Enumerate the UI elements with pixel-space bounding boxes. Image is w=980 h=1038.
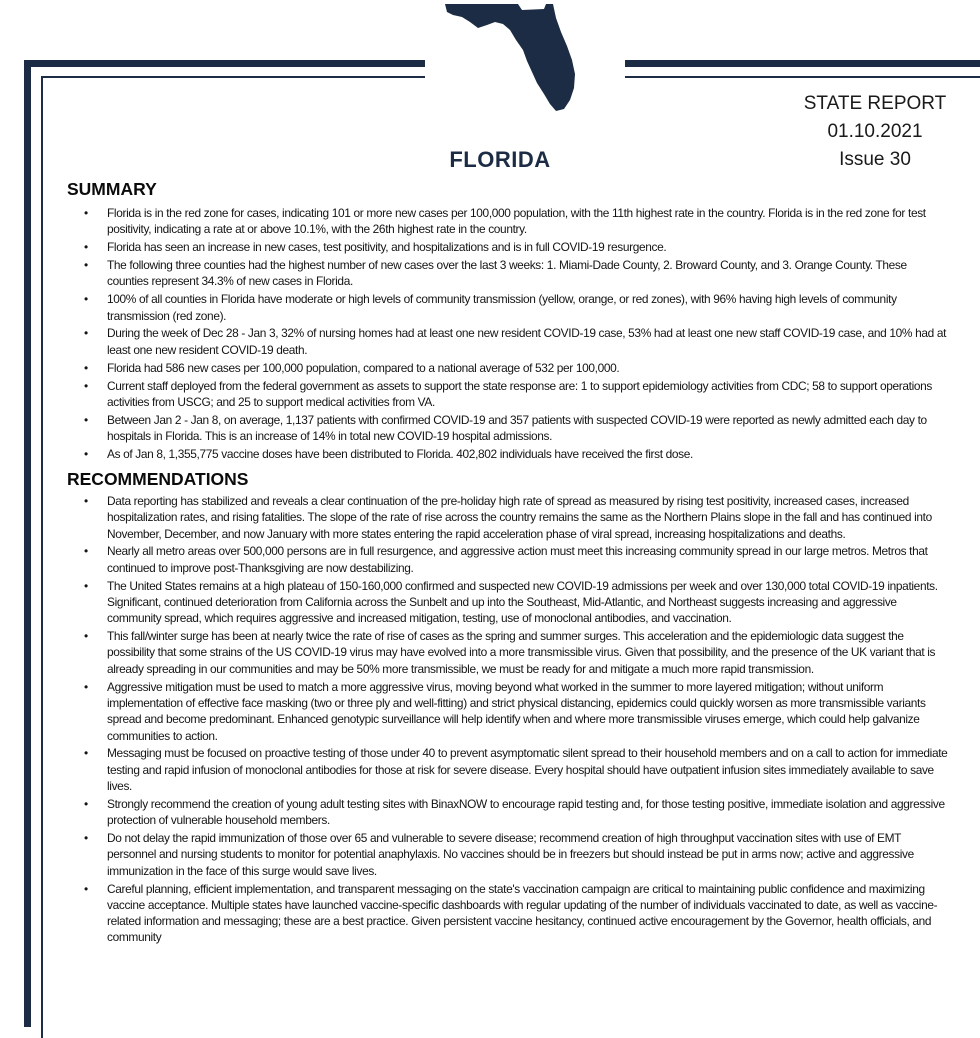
recommendation-item bbox=[80, 543, 948, 576]
recommendation-item-text: Aggressive mitigation must be used to match a more aggressive virus, moving beyond what worked in the summer to more layered mitigation; without uniform implementation of effective face masking (two or three ply and well-fitting) and strict physical distancing, epidemics could quickly worsen as more transmissible variants spread and become predominant. Enhanced genotypic surveillance will help identify when and where more transmissible viruses emerge, which could help galvanize communities to action. bbox=[107, 679, 926, 743]
summary-item-text: As of Jan 8, 1,355,775 vaccine doses have been distributed to Florida. 402,802 individuals have received the first dose. bbox=[107, 446, 693, 461]
summary-list bbox=[80, 205, 948, 464]
recommendation-item bbox=[80, 679, 948, 744]
bullet-icon: • bbox=[84, 378, 88, 393]
recommendations-list bbox=[80, 493, 948, 947]
bullet-icon: • bbox=[84, 360, 88, 375]
summary-item-text: Current staff deployed from the federal government as assets to support the state response are: 1 to support epidemiology activities from CDC; 58 to support operations activities from USCG; and 25 to support medical activities from VA. bbox=[107, 378, 933, 409]
bullet-icon: • bbox=[84, 831, 88, 846]
report-label: STATE REPORT bbox=[803, 93, 947, 114]
report-issue: Issue 30 bbox=[839, 149, 911, 170]
summary-item bbox=[80, 291, 948, 324]
bullet-icon: • bbox=[84, 629, 88, 644]
summary-heading: SUMMARY bbox=[67, 179, 157, 199]
florida-map-icon bbox=[440, 0, 580, 112]
recommendation-item-text: Strongly recommend the creation of young adult testing sites with BinaxNOW to encourage rapid testing and, for those testing positive, immediate isolation and aggressive protection of vulnerable household members. bbox=[107, 796, 945, 828]
bullet-icon: • bbox=[84, 544, 88, 559]
summary-item-text: Florida has seen an increase in new cases, test positivity, and hospitalizations and is in full COVID-19 resurgence. bbox=[107, 240, 667, 255]
summary-item bbox=[80, 360, 948, 376]
recommendations-heading: RECOMMENDATIONS bbox=[67, 469, 249, 489]
bullet-icon: • bbox=[84, 578, 88, 593]
summary-item bbox=[80, 378, 948, 411]
bullet-icon: • bbox=[84, 258, 88, 273]
bullet-icon: • bbox=[84, 679, 88, 694]
summary-item-text: Between Jan 2 - Jan 8, on average, 1,137 patients with confirmed COVID-19 and 357 patients with suspected COVID-19 were reported as newly admitted each day to hospitals in Florida. This is an increase of 14% in total new COVID-19 hospital admissions. bbox=[107, 412, 927, 444]
recommendation-item bbox=[80, 830, 948, 879]
recommendation-item bbox=[80, 493, 948, 542]
bullet-icon: • bbox=[84, 446, 88, 461]
recommendation-item-text: This fall/winter surge has been at nearly twice the rate of rise of cases as the spring and summer surges. This acceleration and the epidemiologic data suggest the possibility that some strains of the US COVID-19 virus may have evolved into a more transmissible virus. Given that possibility, and the presence of the UK variant that is already spreading in our communities and may be 50% more transmissible, we must be ready for and mitigate a much more rapid transmission. bbox=[107, 629, 936, 676]
recommendation-item bbox=[80, 628, 948, 677]
summary-item bbox=[80, 412, 948, 445]
bullet-icon: • bbox=[84, 494, 88, 508]
recommendation-item-text: The United States remains at a high plateau of 150-160,000 confirmed and suspected new COVID-19 admissions per week and over 130,000 total COVID-19 inpatients. Significant, continued deterioration from California across the Sunbelt and up into the Southeast, Mid-Atlantic, and Northeast suggests increasing and aggressive community spread, which requires aggressive and increased mitigation, testing, use of monoclonal antibodies, and vaccination. bbox=[107, 578, 938, 626]
summary-item bbox=[80, 446, 948, 462]
report-date: 01.10.2021 bbox=[827, 121, 923, 142]
bullet-icon: • bbox=[84, 746, 88, 761]
recommendation-item bbox=[80, 881, 948, 946]
recommendation-item-text: Data reporting has stabilized and reveals a clear continuation of the pre-holiday high rate of spread as measured by rising test positivity, increased cases, increased hospitalization rates, and rising fatalities. The slope of the rate of rise across the country remains the same as the Northern Plains slope in the fall and has continued into November, December, and now January with more states entering the rapid acceleration phase of viral spread, increasing hospitalizations and deaths. bbox=[107, 494, 932, 541]
bullet-icon: • bbox=[84, 292, 88, 307]
summary-item bbox=[80, 325, 948, 358]
recommendation-item-text: Nearly all metro areas over 500,000 persons are in full resurgence, and aggressive action must meet this increasing community spread in our large metros. Metros that continued to improve post-Thanksgiving are now destabilizing. bbox=[107, 544, 928, 575]
recommendation-item-text: Careful planning, efficient implementation, and transparent messaging on the state's vaccination campaign are critical to maintaining public confidence and maximizing vaccine acceptance. Multiple states have launched vaccine-specific dashboards with regular updating of the number of individuals vaccinated to date, as well as vaccine-related information and messaging; these are a best practice. Given persistent vaccine hesitancy, continued active encouragement by the Governor, health officials, and community bbox=[107, 881, 938, 945]
summary-item-text: 100% of all counties in Florida have moderate or high levels of community transmission (yellow, orange, or red zones), with 96% having high levels of community transmission (red zone). bbox=[107, 292, 897, 323]
recommendation-item-text: Messaging must be focused on proactive testing of those under 40 to prevent asymptomatic silent spread to their household members and on a call to action for immediate testing and rapid infusion of monoclonal antibodies for those at risk for severe disease. Every hospital should have outpatient infusion sites immediately available to save lives. bbox=[107, 746, 948, 794]
bullet-icon: • bbox=[84, 240, 88, 255]
summary-item bbox=[80, 205, 948, 238]
recommendation-item bbox=[80, 745, 948, 794]
bullet-icon: • bbox=[84, 412, 88, 427]
recommendation-item bbox=[80, 796, 948, 829]
bullet-icon: • bbox=[84, 206, 88, 220]
page-title: FLORIDA bbox=[449, 147, 551, 172]
summary-item-text: The following three counties had the highest number of new cases over the last 3 weeks: 1. Miami-Dade County, 2. Broward County, and 3. Orange County. These counties represent 34.3% of new cases in Florida. bbox=[107, 258, 907, 289]
summary-item-text: Florida is in the red zone for cases, indicating 101 or more new cases per 100,000 population, with the 11th highest rate in the country. Florida is in the red zone for test positivity, indicating a rate at or above 10.1%, with the 26th highest rate in the country. bbox=[107, 206, 926, 237]
bullet-icon: • bbox=[84, 881, 88, 896]
bullet-icon: • bbox=[84, 326, 88, 341]
summary-item-text: Florida had 586 new cases per 100,000 population, compared to a national average of 532 per 100,000. bbox=[107, 360, 620, 375]
recommendation-item-text: Do not delay the rapid immunization of those over 65 and vulnerable to severe disease; recommend creation of high throughput vaccination sites with use of EMT personnel and nursing students to monitor for potential anaphylaxis. No vaccines should be in freezers but should instead be put in arms now; active and aggressive immunization in the face of this surge would save lives. bbox=[107, 831, 914, 878]
summary-item bbox=[80, 239, 948, 255]
summary-item-text: During the week of Dec 28 - Jan 3, 32% of nursing homes had at least one new resident COVID-19 case, 53% had at least one new staff COVID-19 case, and 10% had at least one new resident COVID-19 death. bbox=[107, 326, 947, 357]
summary-item bbox=[80, 257, 948, 290]
report-meta bbox=[790, 90, 960, 174]
bullet-icon: • bbox=[84, 796, 88, 811]
recommendation-item bbox=[80, 578, 948, 627]
